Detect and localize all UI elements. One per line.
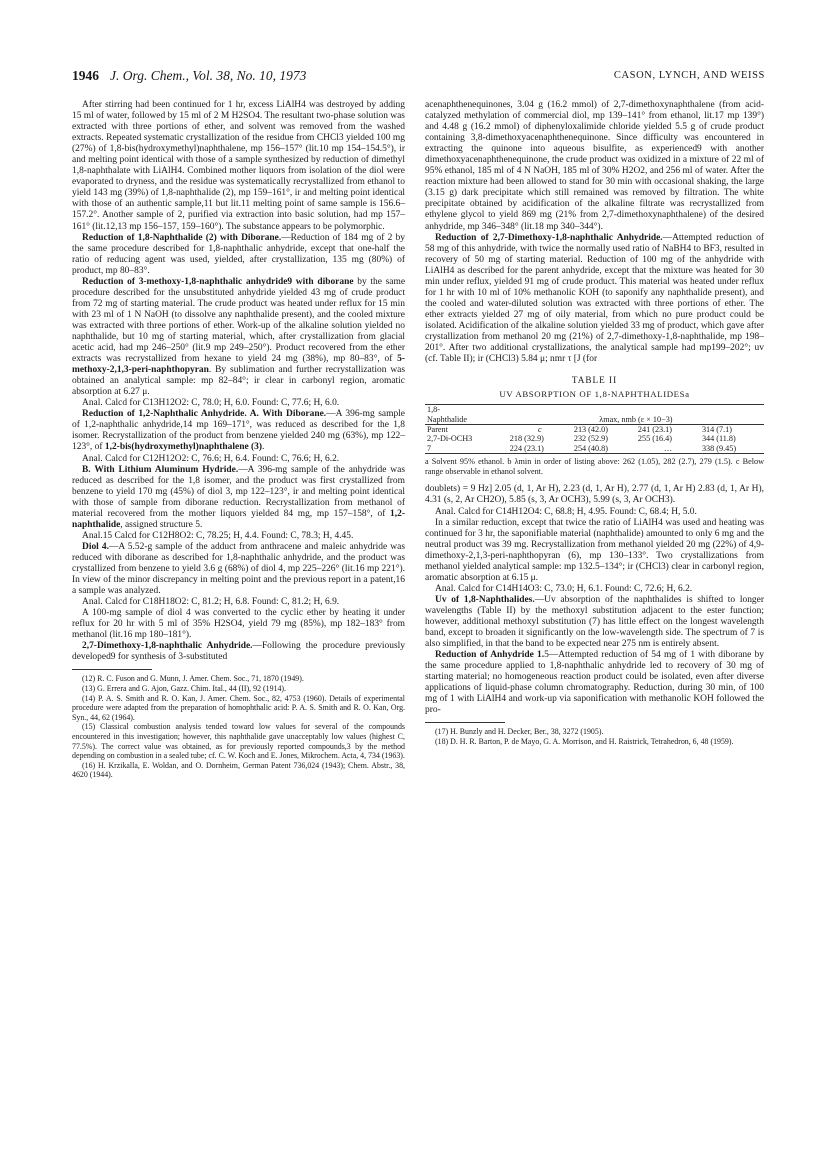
page-header: [72, 68, 765, 88]
section-heading: Reduction of 1,2-Naphthalic Anhydride. A. With Diborane.: [82, 409, 327, 420]
paragraph: acenaphthenequinones, 3.04 g (16.2 mmol) of 2,7-dimethoxynaphthalene (from acid-catalyzed methylation of commercial diol, mp 139–141° from ethanol, lit.17 mp 139°) and 4.48 g (16.2 mmol) of diphenyloxalimide chloride yielded 5.5 g of crude product containing 3,8-dimethoxyacenaphthenequinone. Since difficulty was encountered in extracting the quinone into aqueous bisulfite, as experienced9 with another dimethoxyacenaphthenequinone, the crude product was oxidized in a mixture of 22 ml of 95% ethanol, 185 ml of 4 N NaOH, 185 ml of 30% H2O2, and 256 ml of water. After the reaction mixture had been allowed to stand for 30 min with occasional shaking, the large (3.15 g) dark precipitate which still remained was removed by filtration. The white precipitate obtained by acidification of the alkaline filtrate was recrystallized from ethylene glycol to yield 869 mg (21% from 2,7-dimethoxynaphthalene) of the desired anhydride, mp 346–348° (lit.18 mp 340–344°).: [425, 100, 764, 232]
table-row: 2,7-Di-OCH3 218 (32.9) 232 (52.9) 255 (16.4) 344 (11.8): [427, 434, 736, 444]
paragraph: doublets) = 9 Hz] 2.05 (d, 1, Ar H), 2.23 (d, 1, Ar H), 2.77 (d, 1, Ar H) 2.83 (d, 1, Ar H), 4.31 (s, 2, Ar CH2O), 5.85 (s, 3, Ar OCH3), 5.99 (s, 3, Ar OCH3).: [425, 484, 764, 506]
footnote: (13) G. Errera and G. Ajon, Gazz. Chim. Ital., 44 (II), 92 (1914).: [82, 683, 287, 693]
paragraph: A 100-mg sample of diol 4 was converted to the cyclic ether by heating it under reflux for 20 hr with 5 ml of 35% H2SO4, yield 79 mg (85%), mp 182–183° from methanol (lit.16 mp 180–181°).: [72, 608, 405, 641]
table-row: Parent c 213 (42.0) 241 (23.1) 314 (7.1): [427, 425, 732, 435]
footnote-divider: [72, 669, 152, 670]
paragraph: Uv of 1,8-Naphthalides.—Uv absorption of the naphthalides is shifted to longer wavelengths (Table II) by the methoxyl substitution adjacent to the ester function; however, additional methoxyl substitution (7) has little effect on the longest wavelength band, except to broaden it significantly on the low-wavelength side. The spectrum of 7 is also simplified, in that the band to be expected near 275 nm is entirely absent.: [425, 594, 764, 650]
footnote: (14) P. A. S. Smith and R. O. Kan, J. Amer. Chem. Soc., 82, 4753 (1960). Details of experimental procedure were adapted from the preparation of homophthalic acid: P. A. S. Smith and R. O. Kan, Org. Syn., 44, 62 (1964).: [72, 693, 405, 722]
page-number: 1946: [72, 68, 99, 83]
footnote: (17) H. Bunzly and H. Decker, Ber., 38, 3272 (1905).: [435, 727, 604, 737]
paragraph: Reduction of 3-methoxy-1,8-naphthalic anhydride9 with diborane by the same procedure described for the unsubstituted anhydride yielded 43 mg of crude product from 72 mg of starting material. The crude product was heated under reflux for 15 min with 23 ml of 1 N NaOH (to dissolve any naphthalide present), and the cooled mixture was extracted with three portions of ether. Work-up of the alkaline solution yielded no naphthalide, but 10 mg of starting material, which, after crystallization from glacial acetic acid, had mp 246–250° (lit.9 mp 249–250°). Product recovered from the ether extracts was recrystallized from hexane to yield 24 mg (38%), mp 80–83°, of 5-methoxy-2,1,3-peri-naphthopyran. By sublimation and further recrystallization was obtained an analytical sample: mp 82–84°; ir clear in carbonyl region, aromatic absorption at 6.27 μ.: [72, 276, 406, 398]
table-span-header: λmax, nmb (ε × 10−3): [599, 414, 673, 424]
analysis-line: Anal.15 Calcd for C12H8O2: C, 78.25; H, 4.4. Found: C, 78.3; H, 4.45.: [82, 530, 354, 541]
analysis-line: Anal. Calcd for C12H12O2: C, 76.6; H, 6.4. Found: C, 76.6; H, 6.2.: [82, 453, 340, 464]
compound-name: 1,2-bis(hydroxymethyl)naphthalene (3): [104, 442, 263, 453]
analysis-line: Anal. Calcd for C13H12O2: C, 78.0; H, 6.0. Found: C, 77.6; H, 6.0.: [82, 398, 340, 409]
analysis-line: Anal. Calcd for C14H12O4: C, 68.8; H, 4.95. Found: C, 68.4; H, 5.0.: [435, 506, 697, 517]
table-row: 7 224 (23.1) 254 (40.8) … 338 (9.45): [425, 444, 764, 454]
table-footnotes: a Solvent 95% ethanol. b λmin in order of listing above: 262 (1.05), 282 (2.7), 279 (1.5). c Below range observable in ethanol solvent.: [425, 457, 764, 476]
table-caption: UV ABSORPTION OF 1,8-NAPHTHALIDESa: [499, 389, 690, 400]
paragraph: Reduction of 1,2-Naphthalic Anhydride. A. With Diborane.—A 396-mg sample of 1,2-naphthalic anhydride,14 mp 169–171°, was reduced as described for the 1,8 isomer. Recrystallization of the product from benzene yielded 240 mg (63%), mp 122–123°, of 1,2-bis(hydroxymethyl)naphthalene (3).: [72, 409, 405, 453]
paragraph: Diol 4.—A 5.52-g sample of the adduct from anthracene and maleic anhydride was reduced with diborane as described for 1,8-naphthalic anhydride, and the product was crystallized from benzene to yield 3.6 g (68%) of diol 4, mp 225–226° (lit.16 mp 221°). In view of the minor discrepancy in melting point and the previous report in a patent,16 a sample was analyzed.: [72, 541, 405, 597]
left-column: [72, 100, 405, 780]
right-column: [425, 100, 764, 747]
analysis-line: Anal. Calcd for C18H18O2: C, 81.2; H, 6.8. Found: C, 81.2; H, 6.9.: [82, 597, 340, 608]
section-heading: B. With Lithium Aluminum Hydride.: [82, 464, 239, 475]
footnote: (12) R. C. Fuson and G. Munn, J. Amer. Chem. Soc., 71, 1870 (1949).: [82, 674, 304, 684]
section-heading: Reduction of 2,7-Dimethoxy-1,8-naphthalic Anhydride.: [435, 232, 663, 243]
footnote: (16) H. Krzikalla, E. Woldan, and O. Dornheim, German Patent 736,024 (1943); Chem. Abstr., 38, 4620 (1944).: [72, 760, 405, 780]
uv-table: [425, 375, 764, 476]
paragraph: Reduction of Anhydride 1.5—Attempted reduction of 54 mg of 1 with diborane by the same procedure applied to 1,8-naphthalic anhydride led to recovery of 30 mg of starting material; no homogeneous reaction product could be isolated, even after diverse applications of liquid-phase column chromatography. Reduction, during 30 min, of 100 mg of 1 with LiAlH4 and work-up via saponification with methanolic KOH followed the pro-: [425, 650, 764, 716]
paragraph: B. With Lithium Aluminum Hydride.—A 396-mg sample of the anhydride was reduced as described for the 1,8 isomer, and the product was first crystallized from benzene to yield 170 mg (45%) of diol 3, mp 122–123°, ir and melting point identical with those of sample from diborane reduction. Recrystallization from methanol of material recovered from the mother liquors yielded 84 mg, mp 157–158°, of 1,2-naphthalide, assigned structure 5.: [72, 464, 405, 530]
analysis-line: Anal. Calcd for C14H14O3: C, 73.0; H, 6.1. Found: C, 72.6; H, 6.2.: [435, 583, 693, 594]
footnote: (15) Classical combustion analysis tended toward low values for several of the compounds encountered in this investigation; however, this naphthalide gave unacceptably low values (highest C, 77.5%). The correct value was obtained, as for previously reported compounds,3 by the method depending on combustion in a sealed tube; cf. C. W. Koch and E. Jones, Mikrochem. Acta, 4, 734 (1963).: [72, 722, 405, 761]
table-col-header: Naphthalide: [427, 414, 468, 424]
section-heading: Diol 4.: [82, 541, 109, 552]
footnote-divider: [425, 722, 505, 723]
footnote: (18) D. H. R. Barton, P. de Mayo, G. A. Morrison, and H. Raistrick, Tetrahedron, 6, 48 (1959).: [435, 737, 734, 747]
paragraph: After stirring had been continued for 1 hr, excess LiAlH4 was destroyed by adding 15 ml of water, followed by 15 ml of 2 M H2SO4. The resultant two-phase solution was extracted with three portions of ether, and solvent was removed from the washed extracts. Repeated systematic crystallization of the residue from CHCl3 yielded 100 mg (27%) of 1,8-bis(hydroxymethyl)naphthalene, mp 156–157° (lit.10 mp 154–154.5°), ir and melting point identical with those of a sample synthesized by reduction of dimethyl 1,8-naphthalate with LiAlH4. Combined mother liquors from isolation of the diol were evaporated to dryness, and the residue was systematically recrystallized from ethanol to yield 143 mg (39%) of 1,8-naphthalide (2), mp 159–161°, ir and melting point identical with those of an authentic sample,11 but lit.11 melting point of same sample is 156.6–157.2°. Another sample of 2, purified via extraction into basic solution, had mp 157–161° (lit.12,13 mp 156–157, 159–160°). The substance appears to be polymorphic.: [72, 100, 405, 232]
paragraph: Reduction of 2,7-Dimethoxy-1,8-naphthalic Anhydride.—Attempted reduction of 58 mg of this anhydride, with twice the normally used ratio of NaBH4 to BF3, resulted in recovery of 50 mg of starting material. Reduction of 100 mg of the anhydride with LiAlH4 as described for the parent anhydride, except that the mixture was heated for 30 min under reflux, yielded 91 mg of crude product. This material was heated under reflux for 1 hr with 10 ml of 10% methanolic KOH (to saponify any naphthalide present), and the cooled and water-diluted solution was extracted with three portions of ether. The ether extracts yielded 27 mg of oily material, from which no pure product could be isolated. Acidification of the alkaline solution yielded 33 mg of product, which gave after crystallization from methanol 20 mg (21%) of 2,7-dimethoxy-1,8-naphthalide, mp 198–201°. After two additional crystallizations, the analytical sample had mp199–202°; uv (cf. Table II); ir (CHCl3) 5.84 μ; nmr τ [J (for: [425, 232, 765, 365]
section-heading: 2,7-Dimethoxy-1,8-naphthalic Anhydride.: [82, 641, 253, 652]
compound-name: 5-methoxy-2,1,3-peri-naphthopyran: [72, 354, 405, 376]
table-title: TABLE II: [571, 375, 618, 386]
section-heading: Reduction of 3-methoxy-1,8-naphthalic anhydride9 with diborane: [82, 276, 354, 287]
section-heading: Uv of 1,8-Naphthalides.: [435, 594, 535, 605]
paragraph: In a similar reduction, except that twice the ratio of LiAlH4 was used and heating was continued for 3 hr, the saponifiable material (naphthalide) amounted to only 6 mg and the neutral product was 39 mg. Recrystallization from methanol yielded 20 mg (22%) of 4,9-dimethoxy-2,1,3-peri-naphthopyran (6), mp 130–133°. Two crystallizations from methanol yielded analytical sample: mp 132.5–134°; ir (CHCl3) clear in carbonyl region, aromatic absorption at 6.15 μ.: [425, 517, 764, 583]
journal-citation: J. Org. Chem., Vol. 38, No. 10, 1973: [110, 68, 307, 83]
paragraph: Reduction of 1,8-Naphthalide (2) with Diborane.—Reduction of 184 mg of 2 by the same procedure described for 1,8-naphthalic anhydride, except that one-half the ratio of reducing agent was used, yielded, after crystallization, 135 mg (80%) of product, mp 80–83°.: [72, 232, 406, 276]
paragraph: 2,7-Dimethoxy-1,8-naphthalic Anhydride.—Following the procedure previously developed9 for synthesis of 3-substituted: [72, 641, 406, 663]
compound-name: 1,2-naphthalide: [72, 508, 405, 530]
table-body: [425, 404, 764, 454]
section-heading: Reduction of 1,8-Naphthalide (2) with Diborane.: [82, 232, 282, 243]
section-heading: Reduction of Anhydride 1.: [435, 650, 545, 661]
running-head-authors: CASON, LYNCH, AND WEISS: [613, 70, 765, 81]
table-col-header: 1,8-: [427, 405, 440, 415]
